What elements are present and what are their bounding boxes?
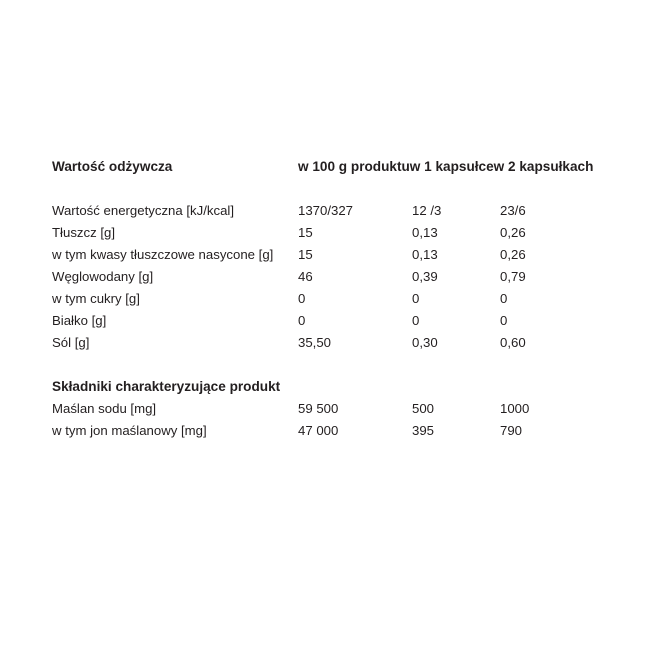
row-value-per-2-capsules: 790 <box>500 423 523 438</box>
table-row <box>52 200 618 222</box>
row-label: Białko [g] <box>52 313 107 328</box>
section-gap <box>52 354 618 376</box>
row-label: Węglowodany [g] <box>52 269 154 284</box>
section-title-row <box>52 376 618 398</box>
row-value-per-2-capsules: 0,26 <box>500 225 526 240</box>
row-value-per-2-capsules: 23/6 <box>500 203 526 218</box>
row-label: w tym cukry [g] <box>52 291 140 306</box>
row-value-per-1-capsule: 12 /3 <box>412 203 442 218</box>
section-title-characteristic-ingredients: Składniki charakteryzujące produkt <box>52 379 281 394</box>
header-columns-group <box>298 156 593 178</box>
row-value-per-100g: 1370/327 <box>298 203 354 218</box>
row-value-per-1-capsule: 0 <box>412 313 420 328</box>
row-value-per-100g: 35,50 <box>298 335 332 350</box>
header-gap <box>52 178 618 200</box>
row-value-per-2-capsules: 1000 <box>500 401 530 416</box>
row-value-per-1-capsule: 0,13 <box>412 225 438 240</box>
row-value-per-100g: 15 <box>298 225 313 240</box>
table-header-row <box>52 156 618 178</box>
row-value-per-100g: 0 <box>298 313 306 328</box>
row-value-per-1-capsule: 0,30 <box>412 335 438 350</box>
row-value-per-2-capsules: 0,60 <box>500 335 526 350</box>
header-nutrition-value: Wartość odżywcza <box>52 159 173 174</box>
row-label: Maślan sodu [mg] <box>52 401 157 416</box>
table-row <box>52 332 618 354</box>
header-per-1-capsule: w 1 kapsułce <box>409 159 494 174</box>
row-value-per-100g: 15 <box>298 247 313 262</box>
row-value-per-2-capsules: 0 <box>500 291 508 306</box>
row-value-per-100g: 59 500 <box>298 401 339 416</box>
row-label: w tym kwasy tłuszczowe nasycone [g] <box>52 247 274 262</box>
row-label: w tym jon maślanowy [mg] <box>52 423 207 438</box>
row-value-per-100g: 46 <box>298 269 313 284</box>
row-value-per-1-capsule: 500 <box>412 401 435 416</box>
row-label: Wartość energetyczna [kJ/kcal] <box>52 203 235 218</box>
row-value-per-1-capsule: 395 <box>412 423 435 438</box>
row-value-per-100g: 47 000 <box>298 423 339 438</box>
table-row <box>52 288 618 310</box>
row-value-per-100g: 0 <box>298 291 306 306</box>
row-value-per-1-capsule: 0 <box>412 291 420 306</box>
table-row <box>52 310 618 332</box>
table-row <box>52 266 618 288</box>
header-per-100g: w 100 g produktu <box>298 159 410 174</box>
header-per-2-capsules: w 2 kapsułkach <box>493 159 594 174</box>
row-value-per-2-capsules: 0,79 <box>500 269 526 284</box>
nutrition-table <box>52 156 618 442</box>
table-row <box>52 398 618 420</box>
row-value-per-1-capsule: 0,13 <box>412 247 438 262</box>
row-label: Sól [g] <box>52 335 90 350</box>
table-row <box>52 222 618 244</box>
table-row <box>52 244 618 266</box>
row-value-per-1-capsule: 0,39 <box>412 269 438 284</box>
table-row <box>52 420 618 442</box>
row-value-per-2-capsules: 0,26 <box>500 247 526 262</box>
row-value-per-2-capsules: 0 <box>500 313 508 328</box>
row-label: Tłuszcz [g] <box>52 225 116 240</box>
